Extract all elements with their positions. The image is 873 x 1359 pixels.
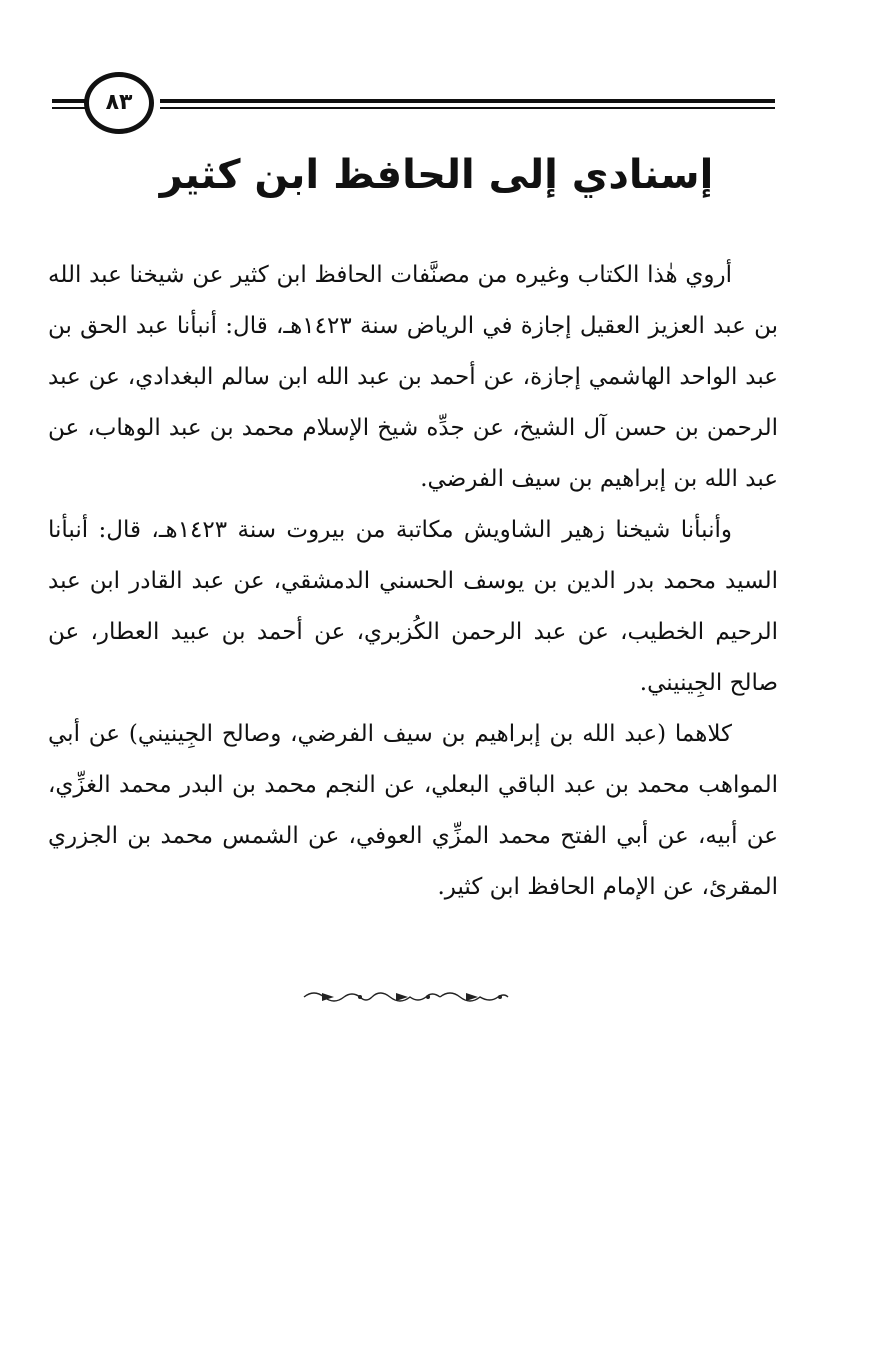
page-header xyxy=(0,0,873,160)
page-number-circle xyxy=(84,72,154,134)
end-ornament-icon xyxy=(300,985,512,1009)
header-rule-thick xyxy=(160,99,775,103)
page-title: إسنادي إلى الحافظ ابن كثير xyxy=(159,152,714,198)
paragraph: كلاهما (عبد الله بن إبراهيم بن سيف الفرضي، وصالح الجِينيني) عن أبي المواهب محمد بن عبد الباقي البعلي، عن النجم محمد بن البدر محمد الغزِّي، عن أبيه، عن أبي الفتح محمد المزِّي العوفي، عن الشمس محمد بن الجزري المقرئ، عن الإمام الحافظ ابن كثير. xyxy=(48,721,778,900)
paragraph: أروي هٰذا الكتاب وغيره من مصنَّفات الحافظ ابن كثير عن شيخنا عبد الله بن عبد العزيز العقيل إجازة في الرياض سنة ١٤٢٣هـ، قال: أنبأنا عبد الحق بن عبد الواحد الهاشمي إجازة، عن أحمد بن عبد الله ابن سالم البغدادي، عن عبد الرحمن بن حسن آل الشيخ، عن جدِّه شيخ الإسلام محمد بن عبد الوهاب، عن عبد الله بن إبراهيم بن سيف الفرضي. xyxy=(48,262,779,492)
header-rule-thin xyxy=(160,107,775,109)
page-number: ٨٣ xyxy=(105,90,133,115)
paragraph: وأنبأنا شيخنا زهير الشاويش مكاتبة من بيروت سنة ١٤٢٣هـ، قال: أنبأنا السيد محمد بدر الدين بن يوسف الحسني الدمشقي، عن عبد القادر ابن عبد الرحيم الخطيب، عن عبد الرحمن الكُزبري، عن أحمد بن عبيد العطار، عن صالح الجِينيني. xyxy=(48,517,778,696)
body-text xyxy=(48,250,778,913)
